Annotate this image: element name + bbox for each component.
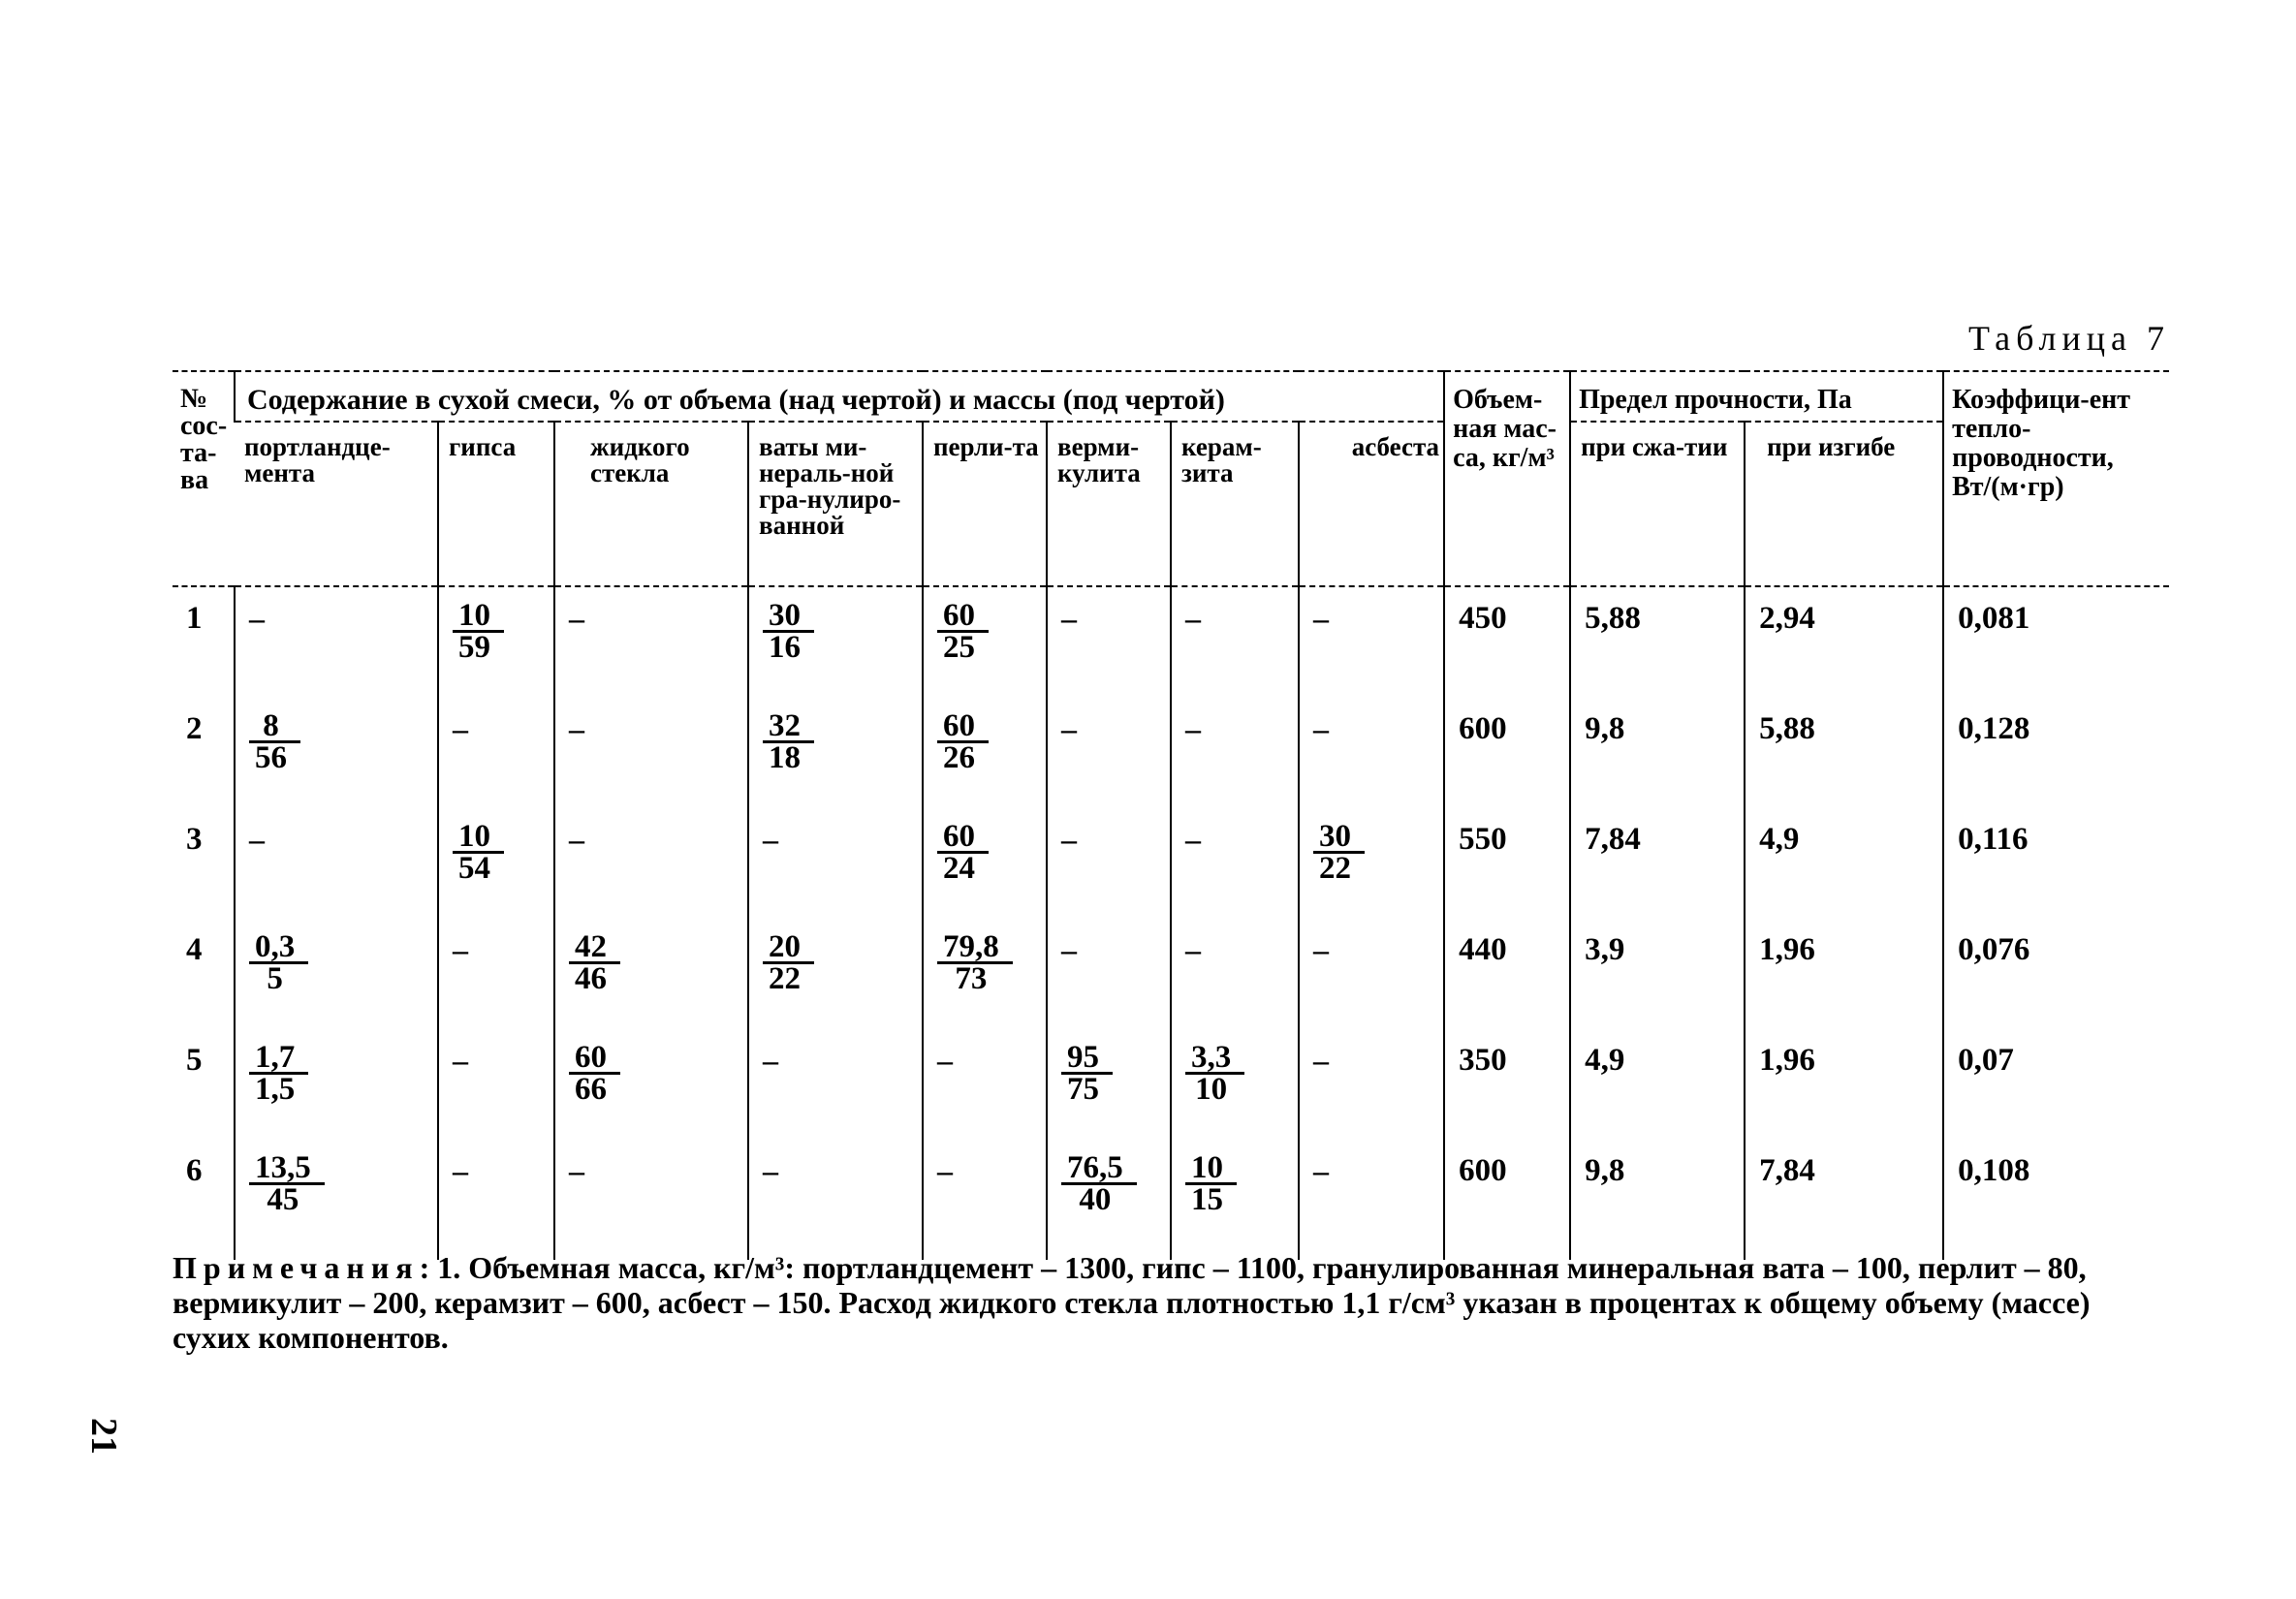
component-cell <box>748 586 923 698</box>
dash: – <box>569 711 584 746</box>
header-component-liquid-glass: жидкого стекла <box>554 422 748 586</box>
fraction <box>569 929 620 996</box>
dash: – <box>763 822 778 857</box>
table-row <box>173 1140 2169 1260</box>
table-row <box>173 586 2169 698</box>
dash: – <box>453 1043 468 1078</box>
value-density: 600 <box>1444 698 1570 808</box>
value-bending: 4,9 <box>1745 808 1943 919</box>
page-number: 21 <box>83 1418 124 1455</box>
header-no: № сос-та-ва <box>173 371 235 586</box>
fraction <box>937 819 989 886</box>
value-density: 550 <box>1444 808 1570 919</box>
component-cell <box>1171 808 1299 919</box>
value-bending: 1,96 <box>1745 1029 1943 1140</box>
fraction <box>249 708 300 775</box>
component-cell <box>1047 808 1171 919</box>
fraction-volume: 10 <box>1185 1153 1237 1185</box>
fraction-mass: 24 <box>943 851 975 886</box>
component-cell <box>235 1140 438 1260</box>
component-cell <box>235 586 438 698</box>
dash: – <box>453 711 468 746</box>
fraction-mass: 22 <box>1319 851 1351 886</box>
dash: – <box>1313 601 1329 636</box>
component-cell <box>1047 1029 1171 1140</box>
fraction <box>763 708 814 775</box>
header-strength-group: Предел прочности, Па <box>1570 371 1943 422</box>
header-component-portland: портландце-мента <box>235 422 438 586</box>
value-conductivity: 0,128 <box>1943 698 2169 808</box>
fraction <box>937 929 1013 996</box>
component-cell <box>748 1029 923 1140</box>
fraction-volume: 10 <box>453 601 504 633</box>
component-cell <box>923 586 1047 698</box>
fraction-volume: 13,5 <box>249 1153 325 1185</box>
table-body <box>173 586 2169 1260</box>
fraction-volume: 30 <box>763 601 814 633</box>
component-cell <box>1299 698 1444 808</box>
composition-table <box>173 370 2169 1260</box>
fraction-volume: 79,8 <box>937 932 1013 964</box>
fraction-volume: 30 <box>1313 822 1365 854</box>
value-density: 440 <box>1444 919 1570 1029</box>
fraction <box>249 929 308 996</box>
component-cell <box>1171 1140 1299 1260</box>
dash: – <box>937 1043 953 1078</box>
component-cell <box>554 808 748 919</box>
value-bending: 1,96 <box>1745 919 1943 1029</box>
fraction <box>937 598 989 665</box>
fraction-volume: 32 <box>763 711 814 743</box>
fraction <box>1185 1150 1237 1217</box>
component-cell <box>748 808 923 919</box>
fraction <box>1061 1150 1137 1217</box>
fraction <box>1185 1040 1244 1107</box>
component-cell <box>923 1029 1047 1140</box>
table-caption: Таблица 7 <box>1968 319 2170 358</box>
fraction-volume: 95 <box>1061 1043 1113 1075</box>
table-row <box>173 698 2169 808</box>
row-number: 5 <box>186 1043 203 1078</box>
value-compression: 4,9 <box>1570 1029 1745 1140</box>
value-conductivity: 0,07 <box>1943 1029 2169 1140</box>
value-bending: 5,88 <box>1745 698 1943 808</box>
value-compression: 7,84 <box>1570 808 1745 919</box>
header-conductivity: Коэффици-ент тепло-проводности, Вт/(м·гр) <box>1943 371 2169 586</box>
fraction <box>453 598 504 665</box>
fraction-mass: 59 <box>458 630 490 665</box>
dash: – <box>1185 711 1201 746</box>
component-cell <box>554 1029 748 1140</box>
table-row <box>173 919 2169 1029</box>
component-cell <box>554 698 748 808</box>
table-row <box>173 1029 2169 1140</box>
component-cell <box>923 1140 1047 1260</box>
fraction-volume: 76,5 <box>1061 1153 1137 1185</box>
dash: – <box>249 822 265 857</box>
component-cell <box>1171 919 1299 1029</box>
dash: – <box>1061 711 1077 746</box>
fraction-volume: 60 <box>569 1043 620 1075</box>
dash: – <box>1185 932 1201 967</box>
fraction-volume: 1,7 <box>249 1043 308 1075</box>
component-cell <box>1299 1029 1444 1140</box>
value-conductivity: 0,081 <box>1943 586 2169 698</box>
component-cell <box>438 1140 554 1260</box>
dash: – <box>1313 1153 1329 1188</box>
fraction-mass: 18 <box>769 740 801 775</box>
dash: – <box>1061 932 1077 967</box>
component-cell <box>554 1140 748 1260</box>
fraction-volume: 0,3 <box>249 932 308 964</box>
notes-label: Примечания <box>173 1250 420 1285</box>
fraction-volume: 8 <box>249 711 300 743</box>
fraction-volume: 10 <box>453 822 504 854</box>
dash: – <box>1313 932 1329 967</box>
fraction-volume: 60 <box>937 822 989 854</box>
fraction-mass: 5 <box>267 961 283 996</box>
fraction-mass: 45 <box>267 1182 299 1217</box>
dash: – <box>569 1153 584 1188</box>
fraction-volume: 42 <box>569 932 620 964</box>
component-cell <box>235 1029 438 1140</box>
header-content-group: Содержание в сухой смеси, % от объема (над чертой) и массы (под чертой) <box>235 371 1444 422</box>
fraction-mass: 15 <box>1191 1182 1223 1217</box>
fraction <box>937 708 989 775</box>
component-cell <box>438 919 554 1029</box>
value-density: 450 <box>1444 586 1570 698</box>
dash: – <box>937 1153 953 1188</box>
fraction-volume: 20 <box>763 932 814 964</box>
fraction-mass: 66 <box>575 1072 607 1107</box>
component-cell <box>923 698 1047 808</box>
fraction <box>1061 1040 1113 1107</box>
component-cell <box>1171 698 1299 808</box>
component-cell <box>438 1029 554 1140</box>
row-number: 6 <box>186 1153 203 1188</box>
component-cell <box>748 919 923 1029</box>
fraction-mass: 10 <box>1195 1072 1228 1107</box>
notes-text: : 1. Объемная масса, кг/м³: портландцемент – 1300, гипс – 1100, гранулированная минеральная вата – 100, перлит – 80, вермикулит – 200, керамзит – 600, асбест – 150. Расход жидкого стекла плотностью 1,1 г/см³ указан в процентах к общему объему (массе) сухих компонентов. <box>173 1250 2091 1355</box>
fraction-mass: 40 <box>1079 1182 1112 1217</box>
component-cell <box>1047 698 1171 808</box>
dash: – <box>569 601 584 636</box>
fraction <box>249 1040 308 1107</box>
fraction <box>763 598 814 665</box>
header-component-perlite: перли-та <box>923 422 1047 586</box>
fraction-mass: 16 <box>769 630 801 665</box>
dash: – <box>1061 601 1077 636</box>
dash: – <box>1313 1043 1329 1078</box>
component-cell <box>923 808 1047 919</box>
header-density: Объем-ная мас-са, кг/м³ <box>1444 371 1570 586</box>
component-cell <box>438 808 554 919</box>
component-cell <box>554 919 748 1029</box>
component-cell <box>235 808 438 919</box>
component-cell <box>1299 586 1444 698</box>
component-cell <box>748 1140 923 1260</box>
value-density: 350 <box>1444 1029 1570 1140</box>
fraction-volume: 3,3 <box>1185 1043 1244 1075</box>
value-conductivity: 0,116 <box>1943 808 2169 919</box>
dash: – <box>1185 601 1201 636</box>
component-cell <box>1171 586 1299 698</box>
dash: – <box>1061 822 1077 857</box>
fraction-mass: 1,5 <box>255 1072 296 1107</box>
dash: – <box>453 1153 468 1188</box>
header-component-vermiculite: верми-кулита <box>1047 422 1171 586</box>
header-component-keramzite: керам-зита <box>1171 422 1299 586</box>
fraction-mass: 22 <box>769 961 801 996</box>
component-cell <box>235 919 438 1029</box>
header-bending: при изгибе <box>1745 422 1943 586</box>
dash: – <box>453 932 468 967</box>
fraction-volume: 60 <box>937 601 989 633</box>
component-cell <box>438 698 554 808</box>
component-cell <box>438 586 554 698</box>
notes <box>173 1250 2169 1355</box>
table-row <box>173 808 2169 919</box>
row-number: 2 <box>186 711 203 746</box>
component-cell <box>748 698 923 808</box>
fraction-mass: 54 <box>458 851 490 886</box>
fraction-mass: 25 <box>943 630 975 665</box>
header-component-mineral-wool: ваты ми-нераль-ной гра-нулиро-ванной <box>748 422 923 586</box>
value-compression: 3,9 <box>1570 919 1745 1029</box>
component-cell <box>923 919 1047 1029</box>
header-component-asbestos: асбеста <box>1299 422 1444 586</box>
component-cell <box>1047 1140 1171 1260</box>
fraction <box>249 1150 325 1217</box>
component-cell <box>1171 1029 1299 1140</box>
fraction <box>569 1040 620 1107</box>
dash: – <box>763 1153 778 1188</box>
row-number: 4 <box>186 932 203 967</box>
value-compression: 9,8 <box>1570 1140 1745 1260</box>
dash: – <box>1185 822 1201 857</box>
row-number: 1 <box>186 601 203 636</box>
component-cell <box>1299 1140 1444 1260</box>
value-compression: 5,88 <box>1570 586 1745 698</box>
component-cell <box>1299 808 1444 919</box>
fraction <box>1313 819 1365 886</box>
component-cell <box>1047 586 1171 698</box>
component-cell <box>554 586 748 698</box>
fraction-mass: 75 <box>1067 1072 1099 1107</box>
value-conductivity: 0,108 <box>1943 1140 2169 1260</box>
fraction-mass: 46 <box>575 961 607 996</box>
dash: – <box>763 1043 778 1078</box>
value-density: 600 <box>1444 1140 1570 1260</box>
component-cell <box>235 698 438 808</box>
fraction-volume: 60 <box>937 711 989 743</box>
value-bending: 2,94 <box>1745 586 1943 698</box>
value-compression: 9,8 <box>1570 698 1745 808</box>
row-number: 3 <box>186 822 203 857</box>
header-compression: при сжа-тии <box>1570 422 1745 586</box>
dash: – <box>569 822 584 857</box>
dash: – <box>249 601 265 636</box>
fraction-mass: 56 <box>255 740 287 775</box>
component-cell <box>1299 919 1444 1029</box>
fraction <box>453 819 504 886</box>
fraction <box>763 929 814 996</box>
fraction-mass: 26 <box>943 740 975 775</box>
header-component-gypsum: гипса <box>438 422 554 586</box>
dash: – <box>1313 711 1329 746</box>
value-bending: 7,84 <box>1745 1140 1943 1260</box>
fraction-mass: 73 <box>955 961 988 996</box>
component-cell <box>1047 919 1171 1029</box>
value-conductivity: 0,076 <box>1943 919 2169 1029</box>
